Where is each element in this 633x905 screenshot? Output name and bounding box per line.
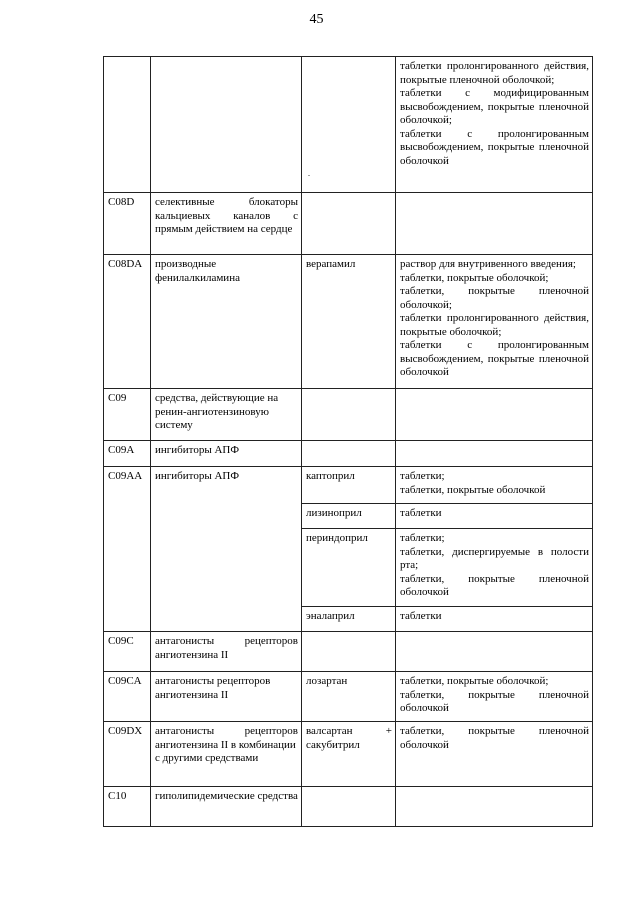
atc-name-cell: производные фенилалкиламина	[151, 255, 302, 389]
dosage-form: таблетки с модифицированным высвобождением, покрытые пленочной оболочкой;	[400, 87, 589, 126]
drug-name-cell: каптоприл	[302, 467, 396, 504]
atc-code-cell: C09C	[104, 632, 151, 672]
atc-name-cell: средства, действующие на ренин-ангиотензиновую систему	[151, 389, 302, 441]
dosage-forms-cell	[396, 255, 593, 389]
dosage-forms-cell	[396, 632, 593, 672]
atc-name-text: антагонисты рецепторов ангиотензина II в комбинации	[155, 725, 298, 751]
table-row	[104, 722, 593, 787]
drug-name-cell: валсартан + сакубитрил	[302, 722, 396, 787]
dosage-forms-cell	[396, 672, 593, 722]
dosage-forms-cell	[396, 193, 593, 255]
dosage-form: таблетки, покрытые оболочкой;	[400, 271, 549, 284]
drug-name-cell: лизиноприл	[302, 504, 396, 529]
table-row	[104, 193, 593, 255]
table-row	[104, 467, 593, 504]
atc-name-cell: ингибиторы АПФ	[151, 441, 302, 467]
table-row	[104, 57, 593, 193]
atc-code-cell: C08D	[104, 193, 151, 255]
drug-name-cell	[302, 193, 396, 255]
dosage-forms-cell	[396, 607, 593, 632]
dosage-form: таблетки, покрытые пленочной оболочкой	[400, 688, 589, 714]
atc-name-cell	[151, 57, 302, 193]
table-row	[104, 672, 593, 722]
atc-name-text: с другими средствами	[155, 752, 259, 764]
table-row	[104, 389, 593, 441]
dosage-form: таблетки с пролонгированным высвобождением, покрытые пленочной оболочкой	[400, 127, 589, 167]
dosage-form: таблетки	[400, 507, 442, 519]
dosage-form: таблетки, покрытые пленочной оболочкой;	[400, 285, 589, 311]
dosage-form: таблетки, покрытые оболочкой;	[400, 675, 549, 687]
drug-name-cell	[302, 632, 396, 672]
table-row	[104, 787, 593, 827]
atc-name-cell: антагонисты рецепторов ангиотензина II	[151, 672, 302, 722]
dosage-form: таблетки с пролонгированным высвобождением, покрытые пленочной оболочкой	[400, 339, 589, 378]
table-row	[104, 441, 593, 467]
dosage-forms-cell	[396, 441, 593, 467]
page-number: 45	[309, 12, 324, 27]
atc-code-cell: C09	[104, 389, 151, 441]
atc-code-cell: C08DA	[104, 255, 151, 389]
dosage-form: таблетки;	[400, 532, 445, 544]
atc-name-cell	[151, 722, 302, 787]
atc-code-cell: C09AA	[104, 467, 151, 632]
dosage-form: таблетки, покрытые пленочной оболочкой	[400, 572, 589, 598]
dosage-form: раствор для внутривенного введения;	[400, 258, 576, 270]
dosage-form: таблетки;	[400, 470, 445, 482]
drug-name-cell	[302, 441, 396, 467]
drug-name-cell: .	[302, 57, 396, 193]
dosage-form: таблетки пролонгированного действия, покрытые оболочкой;	[400, 312, 589, 338]
dosage-forms-cell	[396, 504, 593, 529]
drug-name-cell: лозартан	[302, 672, 396, 722]
drug-name-cell	[302, 389, 396, 441]
dosage-forms-cell	[396, 57, 593, 193]
dosage-forms-cell	[396, 467, 593, 504]
dosage-forms-cell	[396, 787, 593, 827]
dosage-form: таблетки пролонгированного действия, покрытые пленочной оболочкой;	[400, 60, 589, 86]
table-row	[104, 632, 593, 672]
atc-name-cell: гиполипидемические средства	[151, 787, 302, 827]
atc-name-cell: селективные блокаторы кальциевых каналов с прямым действием на сердце	[151, 193, 302, 255]
dosage-forms-cell	[396, 389, 593, 441]
atc-code-cell: C09DX	[104, 722, 151, 787]
atc-code-cell: C09A	[104, 441, 151, 467]
atc-code-cell	[104, 57, 151, 193]
atc-code-cell: C10	[104, 787, 151, 827]
dosage-forms-cell	[396, 722, 593, 787]
dosage-form: таблетки, покрытые пленочной оболочкой	[400, 725, 589, 751]
drug-table	[103, 56, 593, 827]
drug-name-cell: периндоприл	[302, 529, 396, 607]
table-row	[104, 255, 593, 389]
dosage-form: таблетки	[400, 610, 442, 622]
dosage-forms-cell	[396, 529, 593, 607]
dosage-form: таблетки, покрытые оболочкой	[400, 483, 546, 496]
atc-name-cell: ингибиторы АПФ	[151, 467, 302, 632]
atc-code-cell: C09CA	[104, 672, 151, 722]
drug-name-cell: эналаприл	[302, 607, 396, 632]
dosage-form: таблетки, диспергируемые в полости рта;	[400, 545, 589, 571]
drug-name-cell	[302, 787, 396, 827]
atc-name-cell: антагонисты рецепторов ангиотензина II	[151, 632, 302, 672]
drug-name-cell: верапамил	[302, 255, 396, 389]
